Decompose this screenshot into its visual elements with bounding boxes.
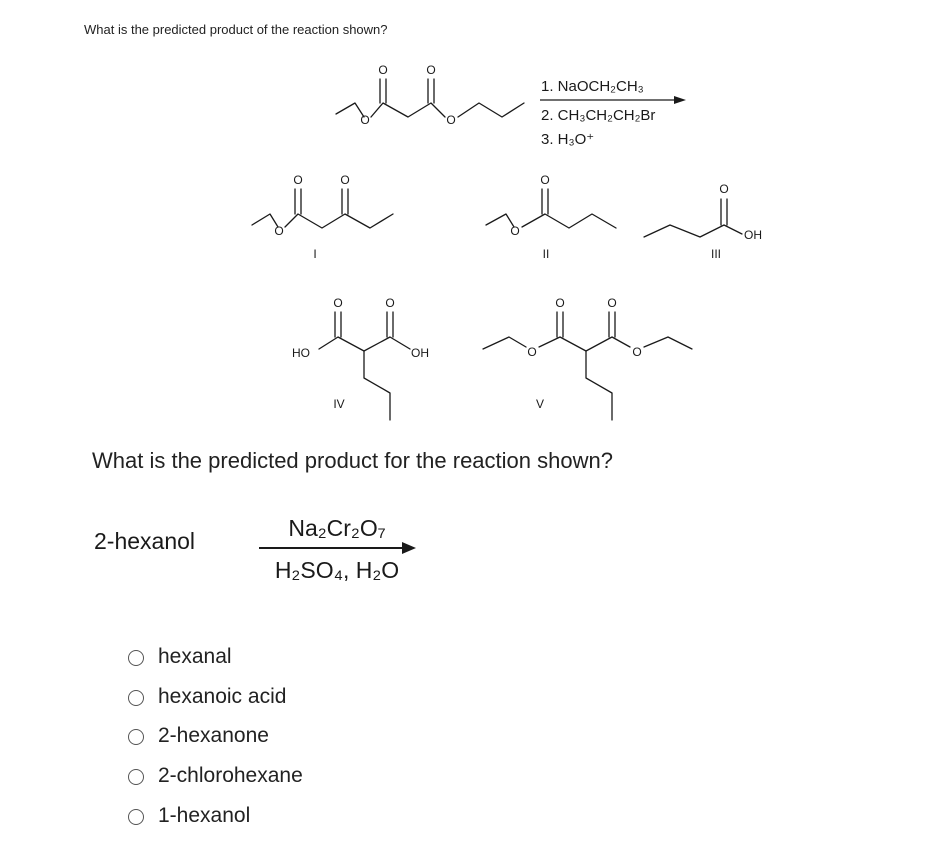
choice-IV-structure xyxy=(292,296,429,420)
choice-numeral-IV: IV xyxy=(333,397,345,411)
reagent-step-3: 3. H₃O⁺ xyxy=(541,131,595,148)
option-label: hexanal xyxy=(158,644,232,668)
choice-III-structure xyxy=(644,182,762,242)
atom-label: O xyxy=(333,296,343,310)
radio-button[interactable] xyxy=(128,729,144,745)
reaction-arrow-2 xyxy=(259,542,416,554)
option-1-hexanol[interactable] xyxy=(128,796,303,836)
atom-label: O xyxy=(293,173,303,187)
choice-II-structure xyxy=(486,173,616,238)
question-2-prompt: What is the predicted product for the reaction shown? xyxy=(92,448,613,473)
choice-numeral-III: III xyxy=(710,247,722,261)
atom-label: O xyxy=(510,224,520,238)
radio-button[interactable] xyxy=(128,769,144,785)
option-label: 2-hexanone xyxy=(158,724,269,748)
atom-label: O xyxy=(360,113,370,127)
option-hexanal[interactable] xyxy=(128,637,303,677)
atom-label: HO xyxy=(292,346,310,360)
reactant-name: 2-hexanol xyxy=(94,528,196,554)
choice-numeral-V: V xyxy=(535,397,545,411)
atom-label: O xyxy=(446,113,456,127)
oxidant-reagent: Na₂Cr₂O₇ xyxy=(288,515,386,541)
reagent-step-1: 1. NaOCH₂CH₃ xyxy=(541,78,644,95)
radio-button[interactable] xyxy=(128,809,144,825)
atom-label: O xyxy=(385,296,395,310)
radio-button[interactable] xyxy=(128,650,144,666)
starting-material-structure xyxy=(336,63,524,127)
atom-label: O xyxy=(274,224,284,238)
radio-button[interactable] xyxy=(128,690,144,706)
answer-options xyxy=(128,637,303,835)
question-1-prompt: What is the predicted product of the reaction shown? xyxy=(84,22,388,37)
option-label: 2-chlorohexane xyxy=(158,763,303,787)
option-2-hexanone[interactable] xyxy=(128,716,303,756)
atom-label: O xyxy=(555,296,565,310)
option-label: hexanoic acid xyxy=(158,684,287,708)
atom-label: O xyxy=(527,345,537,359)
choice-numeral-I: I xyxy=(313,247,317,261)
atom-label: O xyxy=(378,63,388,77)
choice-I-structure xyxy=(252,173,393,238)
atom-label: O xyxy=(719,182,729,196)
acid-reagent: H₂SO₄, H₂O xyxy=(274,557,400,583)
atom-label: OH xyxy=(744,228,762,242)
atom-label: O xyxy=(426,63,436,77)
reagent-step-2: 2. CH₃CH₂CH₂Br xyxy=(541,107,656,124)
choice-V-structure xyxy=(483,296,692,420)
atom-label: O xyxy=(540,173,550,187)
atom-label: O xyxy=(340,173,350,187)
option-label: 1-hexanol xyxy=(158,803,251,827)
choice-numeral-II: II xyxy=(542,247,550,261)
reaction-arrow xyxy=(540,96,686,104)
option-2-chlorohexane[interactable] xyxy=(128,756,303,796)
option-hexanoic-acid[interactable] xyxy=(128,677,303,717)
atom-label: O xyxy=(632,345,642,359)
atom-label: OH xyxy=(411,346,429,360)
atom-label: O xyxy=(607,296,617,310)
